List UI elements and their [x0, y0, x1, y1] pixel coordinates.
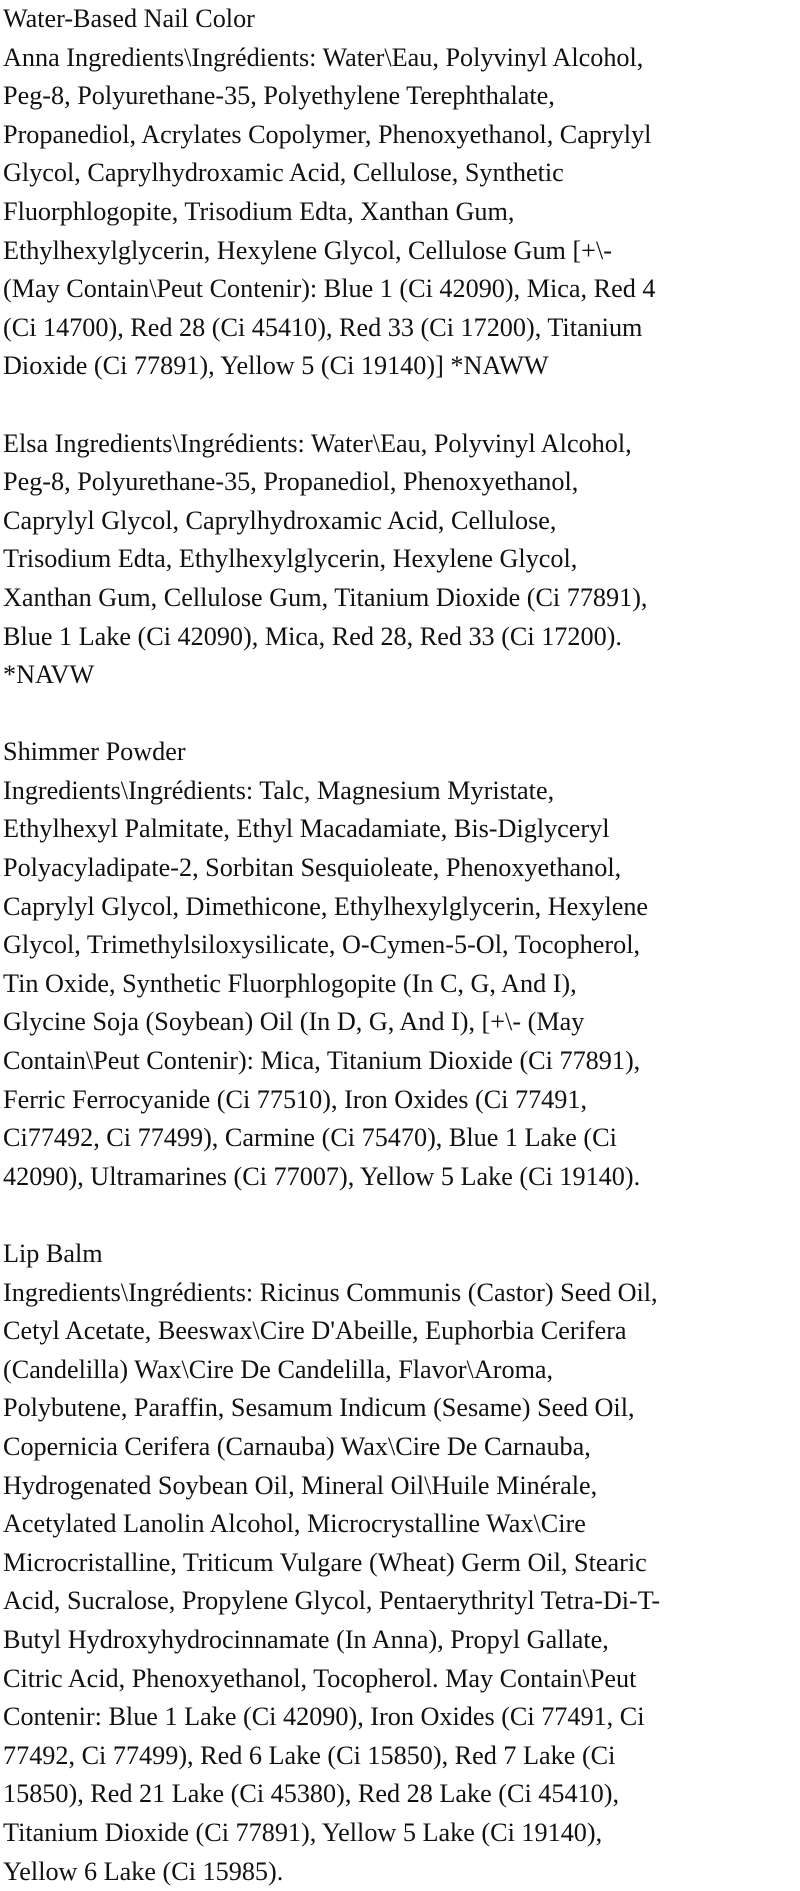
text-line: Xanthan Gum, Cellulose Gum, Titanium Dioxide (Ci 77891), [3, 579, 797, 618]
text-line: Contenir: Blue 1 Lake (Ci 42090), Iron Oxides (Ci 77491, Ci [3, 1698, 797, 1737]
section-title: Lip Balm [3, 1235, 797, 1274]
text-line: 77492, Ci 77499), Red 6 Lake (Ci 15850), Red 7 Lake (Ci [3, 1737, 797, 1776]
text-line: *NAVW [3, 656, 797, 695]
section-spacer [3, 1196, 797, 1235]
text-line: Butyl Hydroxyhydrocinnamate (In Anna), Propyl Gallate, [3, 1621, 797, 1660]
text-line: Dioxide (Ci 77891), Yellow 5 (Ci 19140)] *NAWW [3, 347, 797, 386]
elsa-section [3, 425, 797, 695]
text-line: Contain\Peut Contenir): Mica, Titanium Dioxide (Ci 77891), [3, 1042, 797, 1081]
text-line: Polybutene, Paraffin, Sesamum Indicum (Sesame) Seed Oil, [3, 1389, 797, 1428]
text-line: Polyacyladipate-2, Sorbitan Sesquioleate, Phenoxyethanol, [3, 849, 797, 888]
text-line: Ingredients\Ingrédients: Talc, Magnesium Myristate, [3, 772, 797, 811]
text-line: Peg-8, Polyurethane-35, Propanediol, Phenoxyethanol, [3, 463, 797, 502]
text-line: Acid, Sucralose, Propylene Glycol, Pentaerythrityl Tetra-Di-T- [3, 1582, 797, 1621]
text-line: Tin Oxide, Synthetic Fluorphlogopite (In C, G, And I), [3, 965, 797, 1004]
text-line: Cetyl Acetate, Beeswax\Cire D'Abeille, Euphorbia Cerifera [3, 1312, 797, 1351]
text-line: Glycol, Trimethylsiloxysilicate, O-Cymen-5-Ol, Tocopherol, [3, 926, 797, 965]
text-line: (Ci 14700), Red 28 (Ci 45410), Red 33 (Ci 17200), Titanium [3, 309, 797, 348]
text-line: (May Contain\Peut Contenir): Blue 1 (Ci 42090), Mica, Red 4 [3, 270, 797, 309]
text-line: Caprylyl Glycol, Dimethicone, Ethylhexylglycerin, Hexylene [3, 888, 797, 927]
text-line: Glycol, Caprylhydroxamic Acid, Cellulose, Synthetic [3, 154, 797, 193]
text-line: Hydrogenated Soybean Oil, Mineral Oil\Huile Minérale, [3, 1467, 797, 1506]
text-line: Ethylhexylglycerin, Hexylene Glycol, Cellulose Gum [+\- [3, 232, 797, 271]
text-line: Fluorphlogopite, Trisodium Edta, Xanthan Gum, [3, 193, 797, 232]
text-line: Copernicia Cerifera (Carnauba) Wax\Cire De Carnauba, [3, 1428, 797, 1467]
text-line: Anna Ingredients\Ingrédients: Water\Eau, Polyvinyl Alcohol, [3, 39, 797, 78]
text-line: Ingredients\Ingrédients: Ricinus Communis (Castor) Seed Oil, [3, 1274, 797, 1313]
text-line: Citric Acid, Phenoxyethanol, Tocopherol. May Contain\Peut [3, 1660, 797, 1699]
text-line: 15850), Red 21 Lake (Ci 45380), Red 28 Lake (Ci 45410), [3, 1775, 797, 1814]
text-line: Acetylated Lanolin Alcohol, Microcrystalline Wax\Cire [3, 1505, 797, 1544]
text-line: Microcristalline, Triticum Vulgare (Wheat) Germ Oil, Stearic [3, 1544, 797, 1583]
text-line: Blue 1 Lake (Ci 42090), Mica, Red 28, Red 33 (Ci 17200). [3, 618, 797, 657]
text-line: 42090), Ultramarines (Ci 77007), Yellow 5 Lake (Ci 19140). [3, 1158, 797, 1197]
text-line: Propanediol, Acrylates Copolymer, Phenoxyethanol, Caprylyl [3, 116, 797, 155]
text-line: Peg-8, Polyurethane-35, Polyethylene Terephthalate, [3, 77, 797, 116]
ingredients-document [3, 0, 797, 1891]
text-line: (Candelilla) Wax\Cire De Candelilla, Flavor\Aroma, [3, 1351, 797, 1390]
text-line: Trisodium Edta, Ethylhexylglycerin, Hexylene Glycol, [3, 540, 797, 579]
text-line: Ferric Ferrocyanide (Ci 77510), Iron Oxides (Ci 77491, [3, 1081, 797, 1120]
section-title: Shimmer Powder [3, 733, 797, 772]
text-line: Titanium Dioxide (Ci 77891), Yellow 5 Lake (Ci 19140), [3, 1814, 797, 1853]
lip-balm-section [3, 1235, 797, 1891]
text-line: Glycine Soja (Soybean) Oil (In D, G, And I), [+\- (May [3, 1003, 797, 1042]
nail-color-section [3, 0, 797, 386]
text-line: Ci77492, Ci 77499), Carmine (Ci 75470), Blue 1 Lake (Ci [3, 1119, 797, 1158]
text-line: Caprylyl Glycol, Caprylhydroxamic Acid, Cellulose, [3, 502, 797, 541]
text-line: Yellow 6 Lake (Ci 15985). [3, 1853, 797, 1891]
section-spacer [3, 695, 797, 734]
text-line: Elsa Ingredients\Ingrédients: Water\Eau, Polyvinyl Alcohol, [3, 425, 797, 464]
text-line: Ethylhexyl Palmitate, Ethyl Macadamiate, Bis-Diglyceryl [3, 810, 797, 849]
shimmer-powder-section [3, 733, 797, 1196]
section-spacer [3, 386, 797, 425]
section-title: Water-Based Nail Color [3, 0, 797, 39]
